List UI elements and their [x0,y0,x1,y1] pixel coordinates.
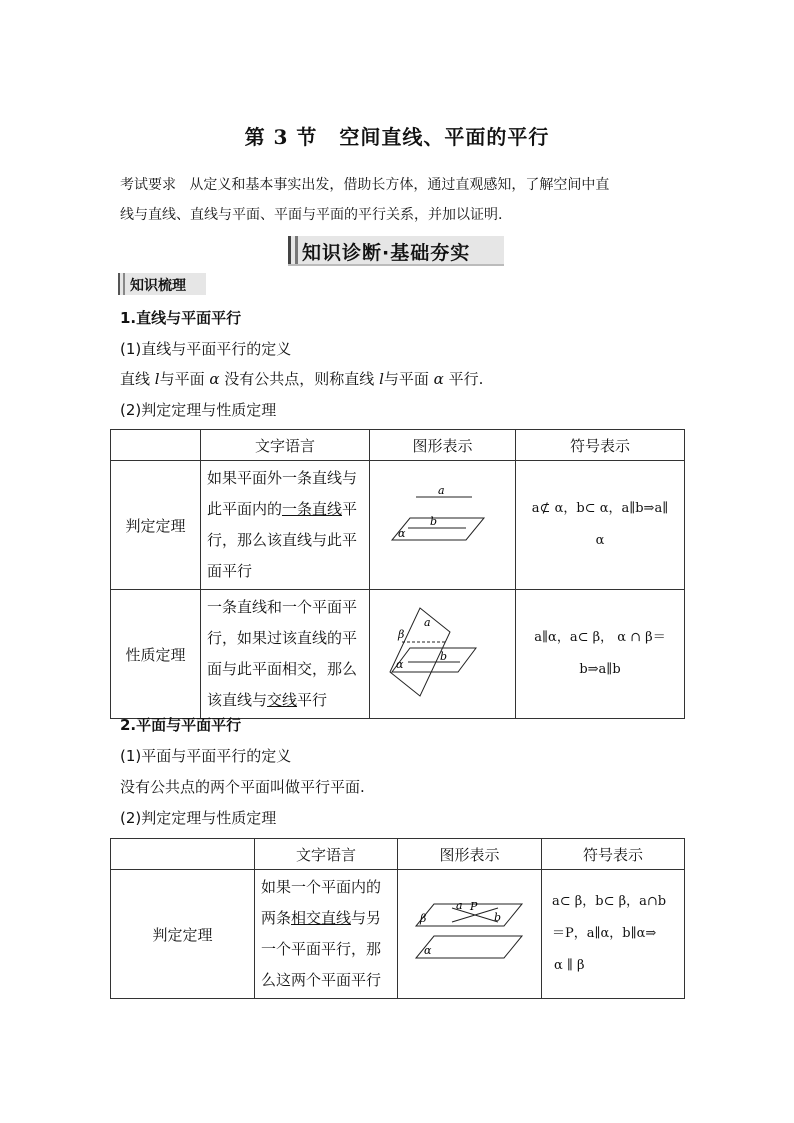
table-row [111,461,685,590]
svg-text:P: P [469,900,477,913]
row-symbol: a⊂ β，b⊂ β，a∩b ＝P，a∥α，b∥α⇒ α ∥ β [542,870,685,999]
row-symbol: a∥α，a⊂ β， α ∩ β＝ b⇒a∥b [516,590,685,719]
col-text: 文字语言 [201,430,370,461]
s2-thm-heading: (2)判定定理与性质定理 [120,809,277,827]
page-title [0,121,794,150]
row-text: 如果一个平面内的两条相交直线与另一个平面平行，那么这两个平面平行 [255,870,398,999]
row-name: 性质定理 [111,590,201,719]
svg-text:α: α [397,527,405,540]
subhead-bars-icon [118,273,125,295]
subsection-header [118,273,206,295]
row-name: 判定定理 [111,461,201,590]
table-header-row [111,839,685,870]
line-parallel-plane-diagram [388,488,498,558]
svg-text:α: α [395,658,403,671]
s2-heading: 2.平面与平面平行 [120,716,242,734]
svg-text:α: α [423,944,431,957]
line-plane-table [110,429,685,719]
plane-plane-table [110,838,685,999]
svg-text:a: a [455,900,463,912]
row-figure [370,590,516,719]
s2-definition: 没有公共点的两个平面叫做平行平面. [120,778,365,796]
s2-def-heading: (1)平面与平面平行的定义 [120,747,292,765]
svg-text:b: b [439,650,447,663]
row-figure [398,870,542,999]
col-figure: 图形表示 [370,430,516,461]
svg-text:a: a [437,488,445,497]
col-text: 文字语言 [255,839,398,870]
banner-bars-icon [288,236,298,264]
section-banner [288,236,504,266]
row-text: 一条直线和一个平面平行，如果过该直线的平面与此平面相交，那么该直线与交线平行 [201,590,370,719]
svg-text:b: b [429,515,437,528]
requirement-label: 考试要求 [120,177,176,193]
s1-def-heading: (1)直线与平面平行的定义 [120,340,292,358]
section-name: 空间直线、平面的平行 [339,125,550,149]
s1-thm-heading: (2)判定定理与性质定理 [120,401,277,419]
subhead-text: 知识梳理 [130,278,186,294]
parallel-planes-diagram [412,900,528,964]
col-symbol: 符号表示 [516,430,685,461]
requirement-line2: 线与直线、直线与平面、平面与平面的平行关系，并加以证明. [120,207,503,223]
table-row [111,870,685,999]
s1-definition: 直线 l与平面 α 没有公共点，则称直线 l与平面 α 平行. [120,370,484,388]
row-figure [370,461,516,590]
plane-intersection-diagram [388,602,498,702]
row-symbol: a⊄ α，b⊂ α，a∥b⇒a∥ α [516,461,685,590]
svg-text:b: b [493,911,501,924]
svg-text:a: a [423,616,431,629]
s1-heading: 1.直线与平面平行 [120,309,242,327]
col-symbol: 符号表示 [542,839,685,870]
col-figure: 图形表示 [398,839,542,870]
svg-text:β: β [397,628,404,641]
exam-requirement [120,170,680,200]
requirement-line1: 从定义和基本事实出发，借助长方体，通过直观感知，了解空间中直 [189,177,610,193]
table-header-row [111,430,685,461]
row-name: 判定定理 [111,870,255,999]
row-text: 如果平面外一条直线与此平面内的一条直线平行，那么该直线与此平面平行 [201,461,370,590]
banner-text: 知识诊断·基础夯实 [302,242,471,264]
svg-text:β: β [419,912,426,925]
table-row [111,590,685,719]
section-number: 第 3 节 [244,125,318,149]
